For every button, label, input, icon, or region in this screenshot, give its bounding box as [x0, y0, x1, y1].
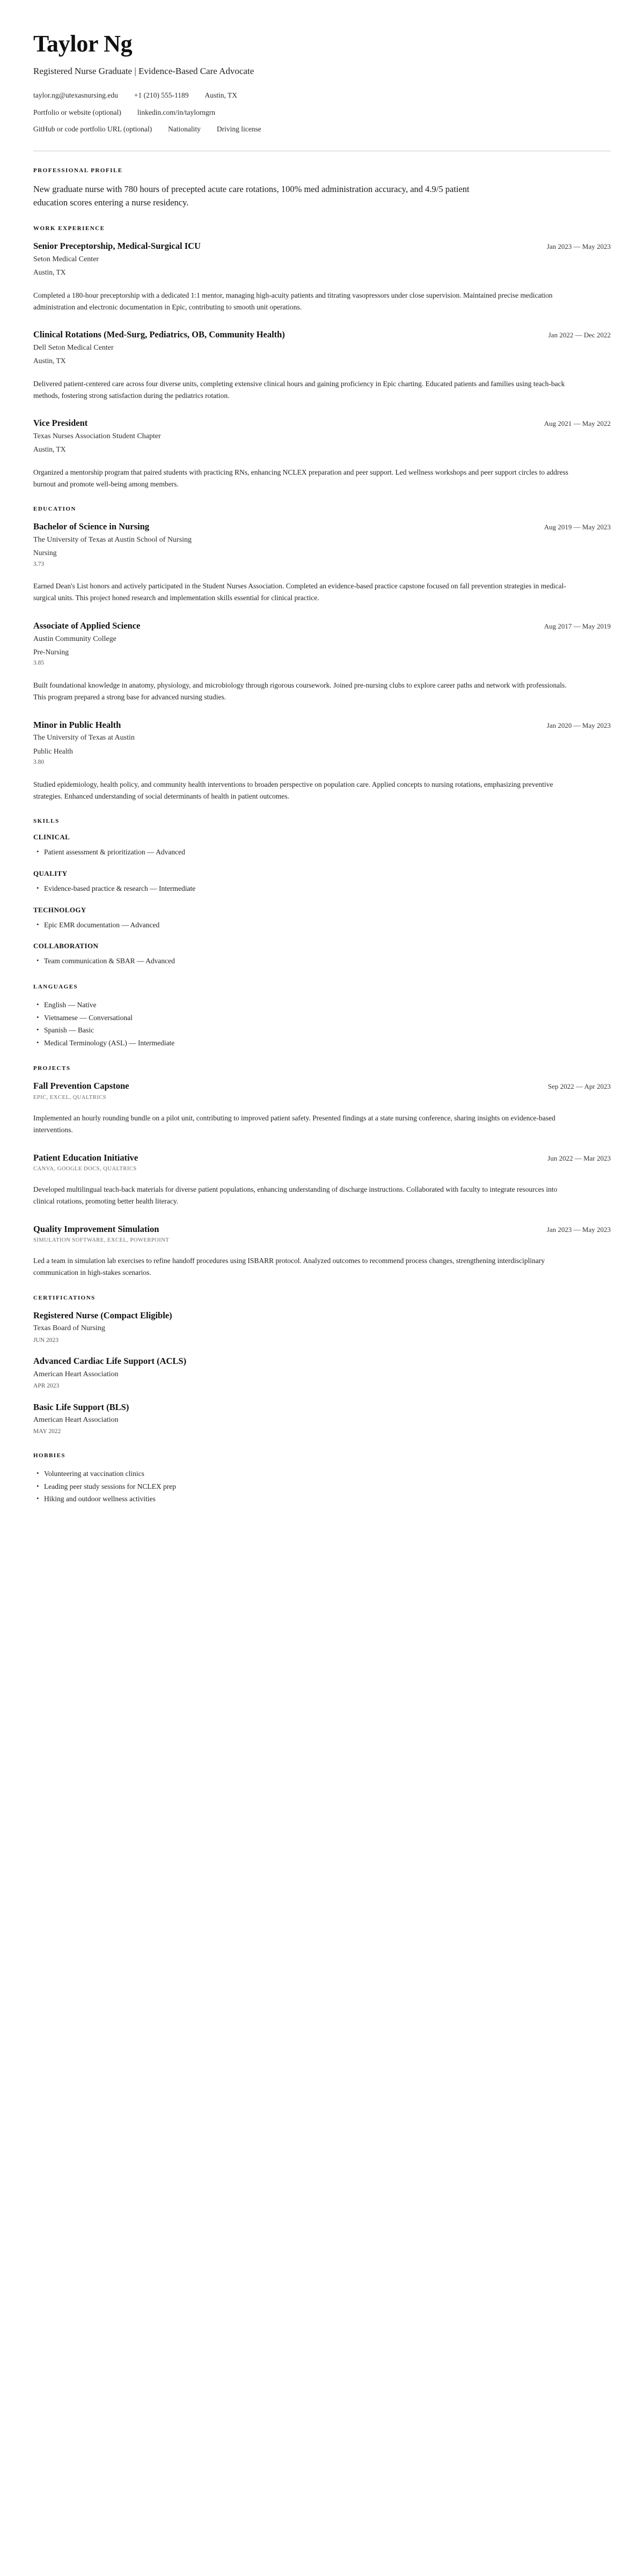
education-entry-date: Aug 2017 — May 2019 — [544, 622, 611, 631]
contact-row — [33, 107, 611, 118]
skill-item-list — [33, 955, 611, 968]
section-languages — [33, 984, 611, 1050]
education-entry — [33, 521, 611, 604]
work-entry-organization: Dell Seton Medical Center — [33, 343, 114, 352]
contact-row — [33, 90, 611, 101]
work-entry-head — [33, 329, 611, 340]
section-title-hobbies: HOBBIES — [33, 1452, 66, 1459]
education-entry-field: Nursing — [33, 549, 57, 557]
languages-list — [33, 999, 611, 1050]
education-entry-description: Built foundational knowledge in anatomy, physiology, and microbiology through rigorous coursework. Joined pre-nursing clubs to explore career paths and network with professionals. This program prepared a strong base for advanced nursing studies. — [33, 681, 567, 701]
skill-category-label: COLLABORATION — [33, 942, 99, 950]
skill-item: • Team communication & SBAR — Advanced — [44, 955, 611, 968]
work-entry-list — [33, 240, 611, 490]
section-hobbies — [33, 1452, 611, 1505]
education-entry-description: Earned Dean's List honors and actively participated in the Student Nurses Association. Completed an evidence-based practice capstone focused on fall prevention strategies in medical-surgical units. This project honed research and implementation skills essential for clinical practice. — [33, 582, 566, 602]
skills-group-list — [33, 833, 611, 968]
section-certifications — [33, 1295, 611, 1436]
project-entry-head — [33, 1152, 611, 1163]
education-entry-head — [33, 521, 611, 532]
education-entry — [33, 719, 611, 802]
education-entry-degree: Minor in Public Health — [33, 719, 121, 730]
section-work-experience — [33, 225, 611, 490]
work-entry-role: Vice President — [33, 418, 88, 429]
work-entry-description: Organized a mentorship program that paired students with practicing RNs, enhancing NCLEX preparation and peer support. Led wellness workshops and peer support circles to address burnout and promote well-being among members. — [33, 468, 568, 488]
project-entry-tags: CANVA, GOOGLE DOCS, QUALTRICS — [33, 1166, 137, 1172]
education-entry-head — [33, 620, 611, 631]
project-entry-name: Quality Improvement Simulation — [33, 1223, 159, 1234]
section-projects — [33, 1065, 611, 1278]
section-title-education: EDUCATION — [33, 506, 76, 513]
certification-entry-issuer: American Heart Association — [33, 1416, 119, 1424]
section-title-work: WORK EXPERIENCE — [33, 225, 105, 232]
work-entry — [33, 329, 611, 401]
skill-group — [33, 869, 611, 895]
candidate-tagline: Registered Nurse Graduate | Evidence-Based Care Advocate — [33, 65, 254, 76]
work-entry-description: Completed a 180-hour preceptorship with a dedicated 1:1 mentor, managing high-acuity patients and titrating vasopressors under close supervision. Maintained precise medication administration and electronic documentation in Epic, contributing to smooth unit operations. — [33, 291, 553, 311]
project-entry-tags: EPIC, EXCEL, QUALTRICS — [33, 1094, 107, 1101]
certification-entry-issuer: American Heart Association — [33, 1370, 119, 1378]
contact-block — [33, 90, 611, 135]
certification-entry-list — [33, 1310, 611, 1436]
work-entry-role: Senior Preceptorship, Medical-Surgical ICU — [33, 241, 201, 252]
section-professional-profile — [33, 167, 611, 209]
language-item: • Spanish — Basic — [44, 1024, 611, 1037]
skill-category-label: TECHNOLOGY — [33, 905, 86, 914]
candidate-name: Taylor Ng — [33, 31, 133, 57]
section-title-skills: SKILLS — [33, 818, 60, 825]
contact-item[interactable]: GitHub or code portfolio URL (optional) — [33, 124, 152, 133]
work-entry-description: Delivered patient-centered care across four diverse units, completing extensive clinical hours and gaining proficiency in Epic charting. Educated patients and families using teach-back methods, fostering strong satisfaction during the pediatrics rotation. — [33, 379, 565, 400]
certification-entry-name: Basic Life Support (BLS) — [33, 1401, 129, 1412]
work-entry — [33, 240, 611, 313]
hobbies-list — [33, 1467, 611, 1505]
contact-item[interactable]: taylor.ng@utexasnursing.edu — [33, 91, 118, 100]
project-entry-head — [33, 1080, 611, 1091]
skill-category-label: QUALITY — [33, 869, 68, 878]
contact-item[interactable]: Nationality — [168, 124, 201, 133]
certification-entry-issuer: Texas Board of Nursing — [33, 1324, 105, 1333]
education-entry-field: Public Health — [33, 747, 73, 755]
skill-item-list — [33, 846, 611, 859]
project-entry-name: Patient Education Initiative — [33, 1152, 138, 1163]
language-item: • English — Native — [44, 999, 611, 1012]
skill-group — [33, 906, 611, 932]
work-entry-head — [33, 240, 611, 252]
certification-entry-name: Advanced Cardiac Life Support (ACLS) — [33, 1356, 187, 1367]
work-entry-head — [33, 417, 611, 429]
skill-item: • Evidence-based practice & research — Intermediate — [44, 882, 611, 895]
section-title-certifications: CERTIFICATIONS — [33, 1294, 96, 1301]
education-entry-school: The University of Texas at Austin School of Nursing — [33, 535, 192, 544]
project-entry — [33, 1080, 611, 1135]
hobby-item: • Leading peer study sessions for NCLEX prep — [44, 1480, 611, 1493]
work-entry-date: Jan 2023 — May 2023 — [546, 242, 611, 251]
education-entry-degree: Bachelor of Science in Nursing — [33, 521, 150, 532]
education-entry — [33, 620, 611, 703]
language-item: • Medical Terminology (ASL) — Intermediate — [44, 1037, 611, 1050]
project-entry — [33, 1152, 611, 1207]
work-entry — [33, 417, 611, 490]
project-entry-name: Fall Prevention Capstone — [33, 1081, 129, 1091]
certification-entry-date: APR 2023 — [33, 1383, 60, 1390]
education-entry-gpa: 3.85 — [33, 660, 45, 667]
project-entry-description: Led a team in simulation lab exercises to refine handoff procedures using ISBARR protocol. Analyzed outcomes to recommend process changes, strengthening interdisciplinary communication in high-stakes scenarios. — [33, 1257, 545, 1277]
skill-item-list — [33, 882, 611, 895]
language-item: • Vietnamese — Conversational — [44, 1012, 611, 1024]
contact-item[interactable]: +1 (210) 555-1189 — [134, 91, 189, 100]
certification-entry — [33, 1355, 611, 1390]
work-entry-location: Austin, TX — [33, 268, 66, 277]
skill-item-list — [33, 919, 611, 932]
work-entry-role: Clinical Rotations (Med-Surg, Pediatrics, OB, Community Health) — [33, 329, 285, 340]
project-entry-description: Implemented an hourly rounding bundle on a pilot unit, contributing to improved patient safety. Presented findings at a state nursing conference, sharing insights on evidence-based interventions. — [33, 1113, 555, 1134]
education-entry-head — [33, 719, 611, 730]
education-entry-date: Jan 2020 — May 2023 — [546, 721, 611, 729]
project-entry-tags: SIMULATION SOFTWARE, EXCEL, POWERPOINT — [33, 1237, 170, 1244]
skill-group — [33, 833, 611, 859]
profile-summary-text: New graduate nurse with 780 hours of precepted acute care rotations, 100% med administration accuracy, and 4.9/5 patient education scores entering a nurse residency. — [33, 184, 470, 208]
skill-item: • Epic EMR documentation — Advanced — [44, 919, 611, 932]
education-entry-list — [33, 521, 611, 802]
project-entry-date: Sep 2022 — Apr 2023 — [548, 1082, 611, 1091]
section-title-languages: LANGUAGES — [33, 983, 78, 990]
section-title-profile: PROFESSIONAL PROFILE — [33, 167, 123, 174]
education-entry-degree: Associate of Applied Science — [33, 621, 141, 631]
contact-item[interactable]: Driving license — [216, 124, 261, 133]
contact-item[interactable]: linkedin.com/in/taylorngrn — [137, 108, 215, 116]
hobby-item: • Volunteering at vaccination clinics — [44, 1467, 611, 1480]
education-entry-gpa: 3.80 — [33, 759, 45, 766]
contact-item[interactable]: Portfolio or website (optional) — [33, 108, 121, 116]
work-entry-date: Aug 2021 — May 2022 — [544, 419, 611, 428]
certification-entry-date: MAY 2022 — [33, 1428, 61, 1435]
skill-item: • Patient assessment & prioritization — Advanced — [44, 846, 611, 859]
certification-entry-name: Registered Nurse (Compact Eligible) — [33, 1310, 172, 1320]
project-entry-date: Jan 2023 — May 2023 — [546, 1225, 611, 1234]
education-entry-school: The University of Texas at Austin — [33, 734, 135, 742]
work-entry-location: Austin, TX — [33, 445, 66, 454]
hobby-item: • Hiking and outdoor wellness activities — [44, 1493, 611, 1505]
skill-group — [33, 942, 611, 968]
project-entry-date: Jun 2022 — Mar 2023 — [547, 1154, 611, 1162]
certification-entry — [33, 1401, 611, 1436]
project-entry-list — [33, 1080, 611, 1278]
project-entry-description: Developed multilingual teach-back materials for diverse patient populations, enhancing understanding of discharge instructions. Collaborated with faculty to integrate resources into clinical rotations, promoting better health literacy. — [33, 1185, 558, 1205]
work-entry-organization: Texas Nurses Association Student Chapter — [33, 432, 161, 440]
section-skills — [33, 818, 611, 968]
project-entry-head — [33, 1223, 611, 1235]
education-entry-school: Austin Community College — [33, 634, 116, 643]
work-entry-organization: Seton Medical Center — [33, 255, 99, 263]
contact-item[interactable]: Austin, TX — [204, 91, 238, 100]
education-entry-gpa: 3.73 — [33, 560, 45, 567]
education-entry-field: Pre-Nursing — [33, 647, 69, 656]
certification-entry — [33, 1310, 611, 1345]
certification-entry-date: JUN 2023 — [33, 1337, 58, 1344]
section-title-projects: PROJECTS — [33, 1065, 71, 1072]
project-entry — [33, 1223, 611, 1279]
work-entry-location: Austin, TX — [33, 357, 66, 365]
contact-row — [33, 124, 611, 135]
skill-category-label: CLINICAL — [33, 833, 70, 842]
resume-header — [33, 31, 611, 135]
education-entry-description: Studied epidemiology, health policy, and community health interventions to broaden perspective on population care. Applied concepts to nursing rotations, emphasizing preventive strategies. Enhanced understanding of social determinants of health in patient outcomes. — [33, 780, 553, 800]
work-entry-date: Jan 2022 — Dec 2022 — [548, 331, 611, 339]
education-entry-date: Aug 2019 — May 2023 — [544, 523, 611, 532]
section-education — [33, 506, 611, 802]
